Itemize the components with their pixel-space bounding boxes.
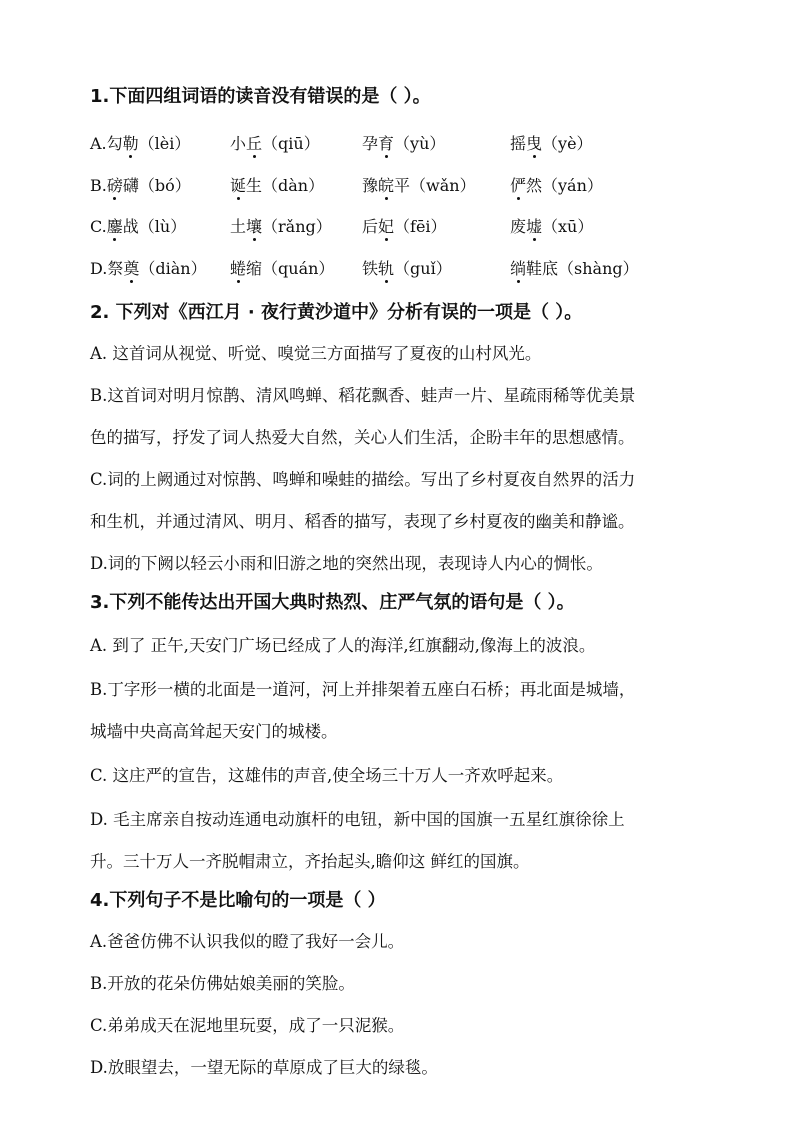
question-4-option-b: B.开放的花朵仿佛姑娘美丽的笑脸。 (90, 974, 355, 993)
question-4-option-d: D.放眼望去，一望无际的草原成了巨大的绿毯。 (90, 1058, 438, 1077)
option-cell: 豫皖平（wǎn） (362, 173, 510, 196)
question-2-title: 2. 下列对《西江月 · 夜行黄沙道中》分析有误的一项是（ ）。 (90, 302, 583, 323)
option-cell: 俨然（yán） (510, 173, 730, 196)
dotted-char: 俨 (510, 173, 526, 196)
dotted-char: 墟 (526, 214, 542, 237)
option-cell: C.鏖战（lù） (90, 214, 230, 237)
option-cell: 孕育（yù） (362, 131, 510, 154)
question-2-option-d: D.词的下阙以轻云小雨和旧游之地的突然出现，表现诗人内心的惆怅。 (90, 554, 603, 573)
option-cell: A.勾勒（lèi） (90, 131, 230, 154)
dotted-char: 奠 (123, 256, 139, 279)
dotted-char: 曳 (526, 131, 542, 154)
dotted-char: 妃 (378, 214, 394, 237)
question-2-option-c: C.词的上阙通过对惊鹊、鸣蝉和噪蛙的描绘。写出了乡村夏夜自然界的活力 (90, 470, 636, 489)
option-cell: 废墟（xū） (510, 214, 730, 237)
option-row-a (90, 122, 730, 164)
option-cell: 小丘（qiū） (230, 131, 362, 154)
question-2-option-c-cont: 和生机，并通过清风、明月、稻香的描写，表现了乡村夏夜的幽美和静谧。 (90, 512, 635, 531)
question-1-title: 1.下面四组词语的读音没有错误的是（ ）。 (90, 86, 431, 107)
option-row-d (90, 247, 730, 289)
dotted-char: 绱 (510, 256, 526, 279)
option-row-c (90, 205, 730, 247)
option-cell: B.磅礴（bó） (90, 173, 230, 196)
dotted-char: 轨 (378, 256, 394, 279)
dotted-char: 蜷 (230, 256, 246, 279)
dotted-char: 壤 (246, 214, 262, 237)
option-cell: 绱鞋底（shàng） (510, 256, 730, 279)
question-1-options (90, 122, 730, 288)
question-3-option-d: D. 毛主席亲自按动连通电动旗杆的电钮，新中国的国旗一五星红旗徐徐上 (90, 810, 625, 829)
option-cell: 铁轨（guǐ） (362, 256, 510, 279)
question-4-option-a: A.爸爸仿佛不认识我似的瞪了我好一会儿。 (90, 932, 405, 951)
dotted-char: 育 (378, 131, 394, 154)
option-cell: 土壤（rǎng） (230, 214, 362, 237)
question-3-option-d-cont: 升。三十万人一齐脱帽肃立，齐抬起头,瞻仰这 鲜红的国旗。 (90, 852, 530, 871)
question-2-option-b: B.这首词对明月惊鹊、清风鸣蝉、稻花飘香、蛙声一片、星疏雨稀等优美景 (90, 386, 636, 405)
dotted-char: 皖 (378, 173, 394, 196)
question-4-title: 4.下列句子不是比喻句的一项是（ ） (90, 890, 386, 911)
question-3-title: 3.下列不能传达出开国大典时热烈、庄严气氛的语句是（ ）。 (90, 592, 575, 613)
option-cell: 蜷缩（quán） (230, 256, 362, 279)
question-2-option-a: A. 这首词从视觉、听觉、嗅觉三方面描写了夏夜的山村风光。 (90, 344, 542, 363)
question-3-option-c: C. 这庄严的宣告，这雄伟的声音,使全场三十万人一齐欢呼起来。 (90, 766, 564, 785)
dotted-char: 勒 (123, 131, 139, 154)
question-4-option-c: C.弟弟成天在泥地里玩耍，成了一只泥猴。 (90, 1016, 405, 1035)
dotted-char: 磅 (107, 173, 123, 196)
exam-page (90, 84, 730, 1082)
question-3-option-b-cont: 城墙中央高高耸起天安门的城楼。 (90, 722, 338, 741)
question-2-option-b-cont: 色的描写，抒发了词人热爱大自然，关心人们生活，企盼丰年的思想感情。 (90, 428, 635, 447)
question-3-option-b: B.丁字形一横的北面是一道河，河上并排架着五座白石桥；再北面是城墙， (90, 680, 636, 699)
option-cell: D.祭奠（diàn） (90, 256, 230, 279)
option-cell: 诞生（dàn） (230, 173, 362, 196)
dotted-char: 诞 (230, 173, 246, 196)
option-cell: 后妃（fēi） (362, 214, 510, 237)
dotted-char: 鏖 (107, 214, 123, 237)
option-cell: 摇曳（yè） (510, 131, 730, 154)
question-3-option-a: A. 到了 正午,天安门广场已经成了人的海洋,红旗翻动,像海上的波浪。 (90, 636, 596, 655)
option-row-b (90, 164, 730, 206)
dotted-char: 丘 (246, 131, 262, 154)
